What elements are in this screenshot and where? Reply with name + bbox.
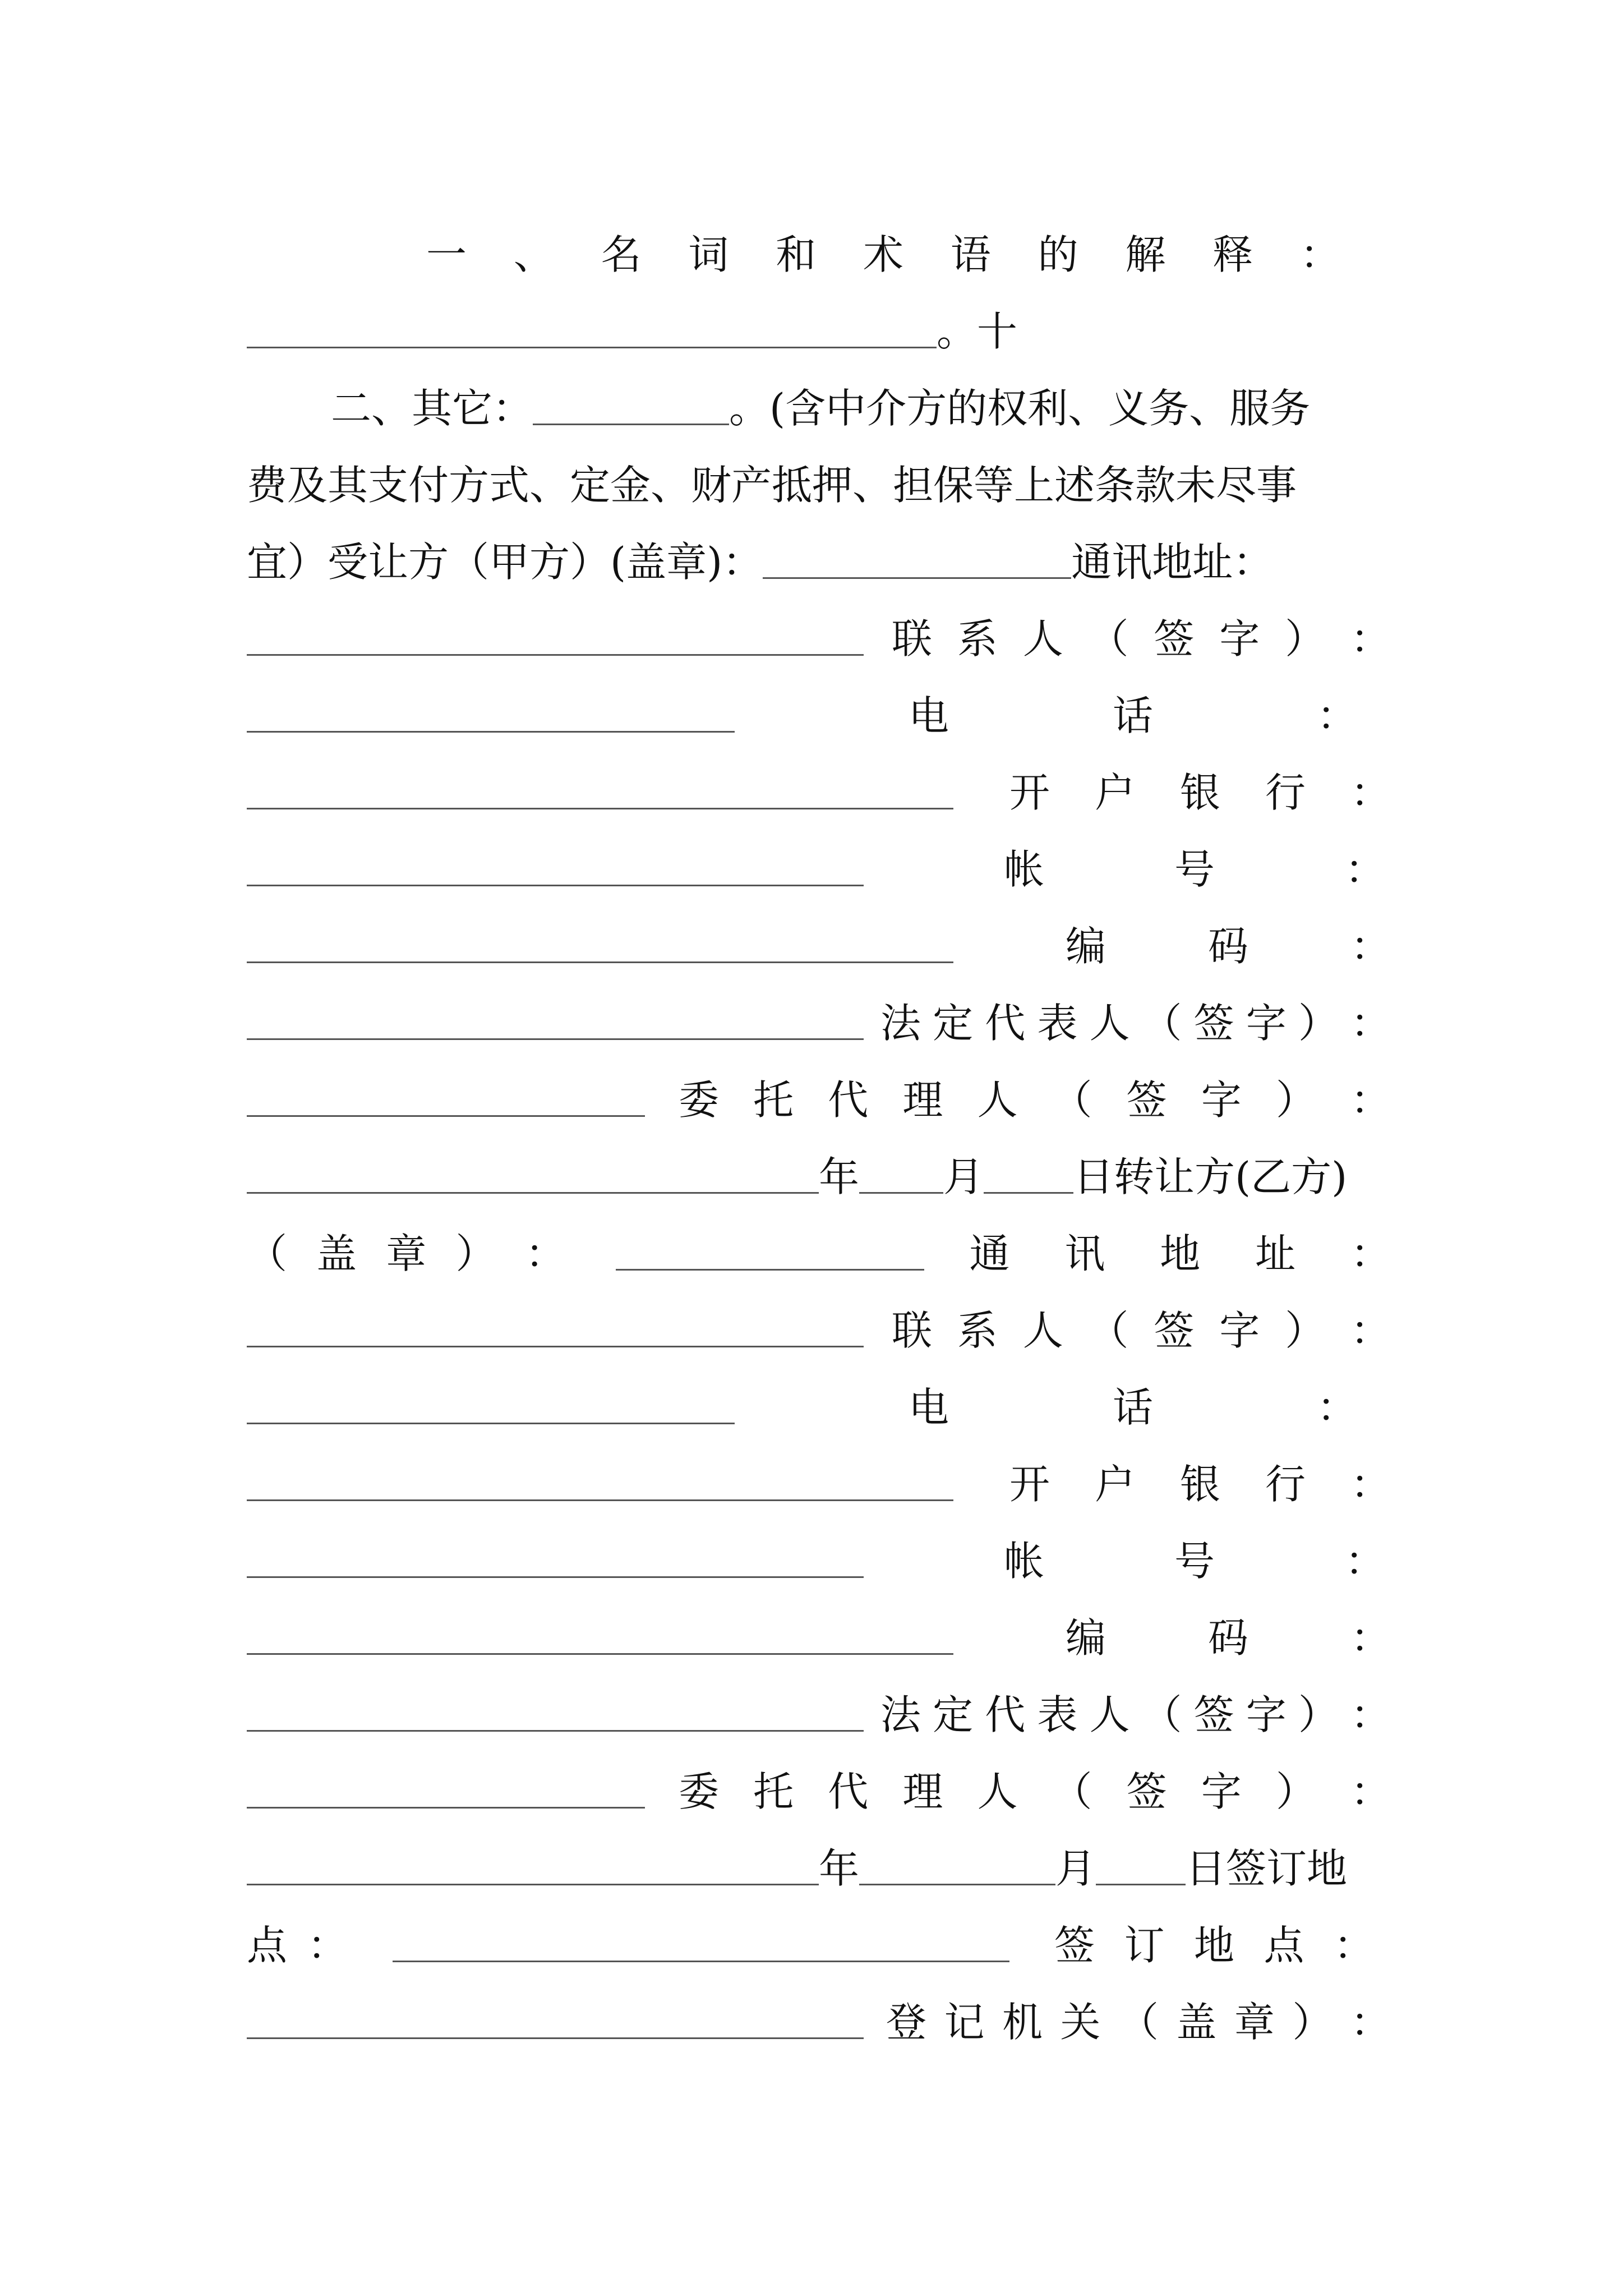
label-char: 章 <box>386 1230 427 1277</box>
document-line <box>247 1053 1391 1124</box>
line-text: 日签订地 <box>1186 1845 1348 1892</box>
label-char: ： <box>1350 1230 1391 1277</box>
fill-in-blank[interactable] <box>1096 1883 1186 1885</box>
label-char: 定 <box>933 1000 974 1047</box>
fill-in-blank[interactable] <box>616 1268 924 1271</box>
fill-in-blank[interactable] <box>247 1038 864 1040</box>
label-char: 关 <box>1060 1999 1101 2046</box>
document-line <box>247 361 1391 432</box>
label-char: ： <box>1350 615 1391 662</box>
label-char: 机 <box>1002 1999 1043 2046</box>
document-line <box>247 1514 1391 1585</box>
label-char: 点 <box>1264 1922 1304 1969</box>
line-text: 日转让方(乙方) <box>1073 1153 1348 1200</box>
label-char: 人 <box>1022 615 1063 662</box>
label-char: ） <box>455 1230 496 1277</box>
label-char: 字 <box>1219 1307 1260 1354</box>
label-char: 记 <box>944 1999 985 2046</box>
document-line <box>247 1745 1391 1815</box>
label-char: （ <box>247 1230 288 1277</box>
fill-in-blank[interactable] <box>247 1729 864 1732</box>
label-char: ） <box>1298 1691 1339 1738</box>
label-char: 编 <box>1066 1614 1106 1662</box>
label-char: 表 <box>1037 1000 1078 1047</box>
label-char: 代 <box>985 1691 1026 1738</box>
label-char: 行 <box>1265 769 1306 816</box>
fill-in-blank[interactable] <box>247 2037 864 2039</box>
label-char: 地 <box>1193 1922 1234 1969</box>
fill-in-blank[interactable] <box>247 961 953 963</box>
label-char: 字 <box>1201 1076 1242 1124</box>
fill-in-blank[interactable] <box>247 1883 819 1885</box>
label-char: 帐 <box>1004 846 1045 893</box>
label-char: 银 <box>1179 769 1220 816</box>
label-char: 话 <box>1112 1384 1153 1431</box>
document-line <box>247 438 1391 509</box>
label-char: ） <box>1275 1768 1316 1815</box>
label-char: ： <box>307 1922 348 1969</box>
document-line <box>247 1668 1391 1738</box>
label-char: 号 <box>1174 1538 1215 1585</box>
document-line <box>247 1437 1391 1508</box>
label-char: （ <box>1052 1768 1092 1815</box>
label-char: 户 <box>1094 1461 1135 1508</box>
label-char: ： <box>525 1230 566 1277</box>
label-char: 的 <box>1038 231 1078 278</box>
label-char: 盖 <box>316 1230 357 1277</box>
label-char: 址 <box>1255 1230 1296 1277</box>
spaced-label <box>892 1307 1391 1354</box>
spaced-label <box>969 1230 1391 1277</box>
line-text: 费及其支付方式、定金、财产抵押、担保等上述条款未尽事 <box>247 462 1297 509</box>
document-line <box>247 1283 1391 1354</box>
spaced-label <box>1066 1614 1391 1662</box>
label-char: 理 <box>902 1076 943 1124</box>
fill-in-blank[interactable] <box>247 807 953 809</box>
fill-in-blank[interactable] <box>763 577 1071 579</box>
spaced-label <box>1054 1922 1374 1969</box>
spaced-label <box>1004 846 1385 893</box>
label-char: 定 <box>933 1691 974 1738</box>
label-char: ： <box>1350 923 1391 970</box>
label-char: ： <box>1350 1307 1391 1354</box>
label-char: 号 <box>1174 846 1215 893</box>
label-char: 法 <box>880 1691 921 1738</box>
label-char: 开 <box>1009 769 1050 816</box>
label-char: 签 <box>1154 1307 1195 1354</box>
label-char: 讯 <box>1064 1230 1105 1277</box>
document-line <box>247 1821 1391 1892</box>
label-char: 话 <box>1112 692 1153 739</box>
line-text: 宜）受让方（甲方）(盖章)： <box>247 539 763 586</box>
label-char: 银 <box>1179 1461 1220 1508</box>
label-char: ： <box>1350 1076 1391 1124</box>
label-char: 签 <box>1193 1691 1234 1738</box>
document-line <box>247 592 1391 662</box>
label-char: 电 <box>909 692 949 739</box>
label-char: 系 <box>957 1307 998 1354</box>
spaced-label <box>880 1691 1391 1738</box>
label-char: （ <box>1052 1076 1092 1124</box>
label-char: 解 <box>1125 231 1166 278</box>
line-text: 年 <box>819 1153 860 1200</box>
label-char: （ <box>1118 1999 1159 2046</box>
label-char: 签 <box>1054 1922 1095 1969</box>
fill-in-blank[interactable] <box>859 1191 943 1194</box>
spaced-label <box>247 1230 566 1277</box>
label-char: ： <box>1344 846 1385 893</box>
document-line <box>247 1130 1391 1200</box>
label-char: 字 <box>1246 1691 1287 1738</box>
document-line <box>247 1207 1391 1277</box>
label-char: 编 <box>1066 923 1106 970</box>
label-char: 、 <box>513 231 554 278</box>
label-char: 户 <box>1094 769 1135 816</box>
label-char: 帐 <box>1004 1538 1045 1585</box>
spaced-label <box>909 692 1357 739</box>
document-line <box>247 515 1391 586</box>
spaced-label <box>426 231 1340 278</box>
spaced-label <box>1009 769 1391 816</box>
label-char: ） <box>1292 1999 1333 2046</box>
label-char: 代 <box>828 1076 869 1124</box>
label-char: 理 <box>902 1768 943 1815</box>
label-char: 签 <box>1126 1768 1167 1815</box>
label-char: 委 <box>679 1076 720 1124</box>
spaced-label <box>1066 923 1391 970</box>
spaced-label <box>1004 1538 1385 1585</box>
label-char: ： <box>1350 769 1391 816</box>
label-char: ： <box>1316 692 1357 739</box>
label-char: 字 <box>1246 1000 1287 1047</box>
label-char: 开 <box>1009 1461 1050 1508</box>
label-char: 一 <box>426 231 467 278</box>
line-text: 二、其它： <box>331 385 533 432</box>
fill-in-blank[interactable] <box>247 730 735 733</box>
label-char: ： <box>1350 1461 1391 1508</box>
document-line <box>247 1591 1391 1662</box>
fill-in-blank[interactable] <box>393 1960 1009 1962</box>
label-char: 码 <box>1207 1614 1248 1662</box>
line-text: 月 <box>1055 1845 1096 1892</box>
label-char: （ <box>1088 1307 1129 1354</box>
fill-in-blank[interactable] <box>533 423 729 425</box>
document-line <box>247 1975 1391 2046</box>
label-char: 语 <box>950 231 991 278</box>
label-char: ： <box>1350 1768 1391 1815</box>
fill-in-blank[interactable] <box>247 1576 864 1578</box>
line-text: 通讯地址： <box>1071 539 1274 586</box>
label-char: 联 <box>892 1307 933 1354</box>
label-char: 字 <box>1201 1768 1242 1815</box>
label-char: ） <box>1298 1000 1339 1047</box>
label-char: 订 <box>1124 1922 1165 1969</box>
label-char: 行 <box>1265 1461 1306 1508</box>
label-char: ： <box>1350 1999 1391 2046</box>
spaced-label <box>886 1999 1391 2046</box>
label-char: 地 <box>1160 1230 1201 1277</box>
fill-in-blank[interactable] <box>247 884 864 886</box>
fill-in-blank[interactable] <box>247 654 864 656</box>
label-char: 表 <box>1037 1691 1078 1738</box>
label-char: 系 <box>957 615 998 662</box>
fill-in-blank[interactable] <box>247 1191 819 1194</box>
label-char: 人 <box>977 1076 1018 1124</box>
label-char: （ <box>1141 1000 1182 1047</box>
line-text: 。(含中介方的权利、义务、服务 <box>729 385 1311 432</box>
fill-in-blank[interactable] <box>247 1653 953 1655</box>
label-char: 字 <box>1219 615 1260 662</box>
fill-in-blank[interactable] <box>247 1806 645 1809</box>
label-char: ： <box>1350 1614 1391 1662</box>
label-char: ： <box>1350 1691 1391 1738</box>
line-text: 年 <box>819 1845 860 1892</box>
label-char: ： <box>1344 1538 1385 1585</box>
spaced-label <box>247 1922 348 1969</box>
label-char: （ <box>1141 1691 1182 1738</box>
label-char: （ <box>1088 615 1129 662</box>
line-text: 月 <box>943 1153 984 1200</box>
label-char: ： <box>1333 1922 1374 1969</box>
label-char: 章 <box>1234 1999 1275 2046</box>
label-char: ） <box>1285 1307 1326 1354</box>
fill-in-blank[interactable] <box>247 1115 645 1117</box>
label-char: 委 <box>679 1768 720 1815</box>
label-char: 签 <box>1193 1000 1234 1047</box>
label-char: 联 <box>892 615 933 662</box>
document-line <box>247 669 1391 739</box>
label-char: 电 <box>909 1384 949 1431</box>
document-line <box>247 1360 1391 1431</box>
document-line <box>247 822 1391 893</box>
label-char: 和 <box>776 231 817 278</box>
spaced-label <box>679 1768 1391 1815</box>
line-text: 。十 <box>937 308 1018 355</box>
document-line <box>247 1898 1391 1969</box>
label-char: ： <box>1316 1384 1357 1431</box>
spaced-label <box>880 1000 1391 1047</box>
label-char: 托 <box>753 1076 794 1124</box>
label-char: 术 <box>863 231 903 278</box>
label-char: 名 <box>601 231 642 278</box>
label-char: 代 <box>828 1768 869 1815</box>
label-char: 盖 <box>1176 1999 1217 2046</box>
label-char: 点 <box>247 1922 288 1969</box>
spaced-label <box>1009 1461 1391 1508</box>
document-line <box>247 899 1391 970</box>
label-char: 签 <box>1154 615 1195 662</box>
fill-in-blank[interactable] <box>247 1499 953 1501</box>
label-char: 词 <box>688 231 729 278</box>
fill-in-blank[interactable] <box>247 346 937 348</box>
label-char: 签 <box>1126 1076 1167 1124</box>
label-char: 人 <box>1089 1000 1130 1047</box>
document-line <box>247 284 1391 355</box>
spaced-label <box>679 1076 1391 1124</box>
label-char: 托 <box>753 1768 794 1815</box>
label-char: 释 <box>1212 231 1253 278</box>
label-char: 人 <box>1089 1691 1130 1738</box>
label-char: 码 <box>1207 923 1248 970</box>
label-char: 通 <box>969 1230 1010 1277</box>
label-char: ： <box>1350 1000 1391 1047</box>
document-line <box>247 208 1391 278</box>
document-line <box>247 976 1391 1047</box>
label-char: ） <box>1285 615 1326 662</box>
fill-in-blank[interactable] <box>247 1422 735 1424</box>
label-char: 人 <box>1022 1307 1063 1354</box>
spaced-label <box>892 615 1391 662</box>
label-char: ： <box>1299 231 1340 278</box>
label-char: 人 <box>977 1768 1018 1815</box>
fill-in-blank[interactable] <box>247 1345 864 1347</box>
fill-in-blank[interactable] <box>984 1191 1073 1194</box>
label-char: 法 <box>880 1000 921 1047</box>
spaced-label <box>909 1384 1357 1431</box>
fill-in-blank[interactable] <box>859 1883 1055 1885</box>
label-char: 代 <box>985 1000 1026 1047</box>
label-char: ） <box>1275 1076 1316 1124</box>
label-char: 登 <box>886 1999 927 2046</box>
document-line <box>247 746 1391 816</box>
